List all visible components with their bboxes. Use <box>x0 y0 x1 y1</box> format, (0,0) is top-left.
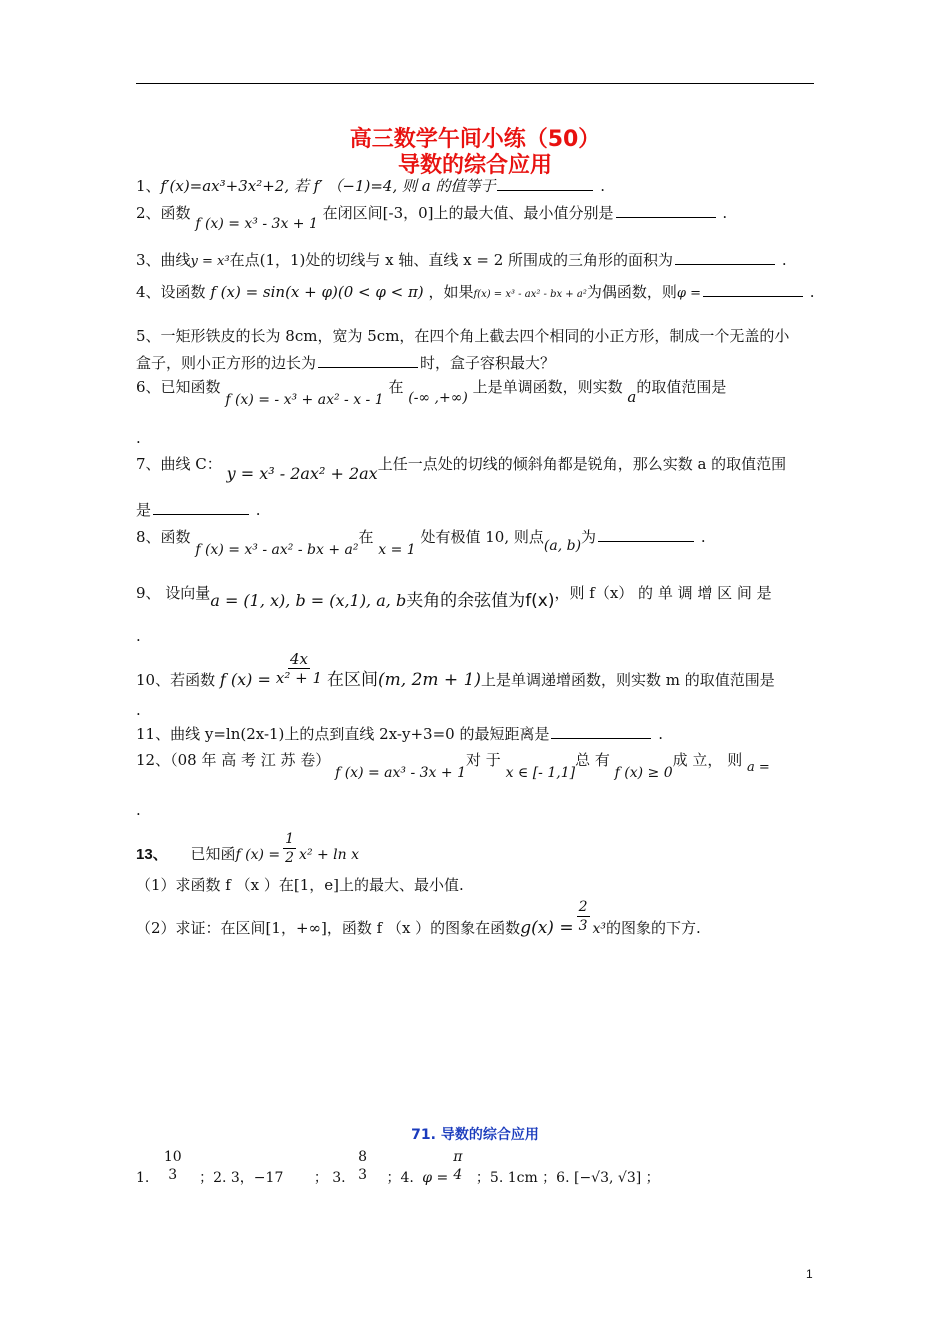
answer-blank[interactable] <box>675 250 775 265</box>
problem-6-end: . <box>136 429 141 447</box>
problem-1: 1、f′(x)=ax³+3x²+2, 若 f′ （−1)=4, 则 a 的值等于 . <box>136 177 606 195</box>
problem-5-line-1: 5、一矩形铁皮的长为 8cm，宽为 5cm，在四个角上截去四个相同的小正方形，制成一个无盖的小 <box>136 327 790 345</box>
answer-blank[interactable] <box>153 500 249 515</box>
problem-9-end: . <box>136 627 141 645</box>
problem-10: 10、若函数 f (x) = $\frac{4x}{\text{x² + 1}}$ 在区间(m, 2m + 1)上是单调递增函数，则实数 m 的取值范围是 <box>136 650 775 690</box>
problem-13-part-1: （1）求函数 f （x ）在[1，e]上的最大、最小值. <box>136 876 464 894</box>
problem-12-end: . <box>136 801 141 819</box>
fraction: $\frac{2}{3}$ <box>578 899 588 934</box>
header-rule <box>136 83 814 84</box>
problem-7: 7、曲线 C： y = x³ - 2ax² + 2ax上任一点处的切线的倾斜角都是锐角，那么实数 a 的取值范围 <box>136 455 787 483</box>
problem-8: 8、函数 f (x) = x³ - ax² - bx + a²在 x = 1 处有极值 10, 则点(a, b)为 . <box>136 528 706 558</box>
problem-12: 12、（08 年 高 考 江 苏 卷） f (x) = ax³ - 3x + 1对 于 x ∈ [- 1,1]总 有 f (x) ≥ 0成 立， 则 a = <box>136 751 770 781</box>
answer-blank[interactable] <box>551 724 651 739</box>
answer-blank[interactable] <box>497 176 593 191</box>
problem-6: 6、已知函数 f (x) = - x³ + ax² - x - 1 在 (-∞ ,+∞) 上是单调函数，则实数 a的取值范围是 <box>136 378 727 408</box>
problem-5-line-2: 盒子，则小正方形的边长为 时，盒子容积最大？ <box>136 354 556 372</box>
fraction: 8 3 <box>358 1149 367 1183</box>
page-subtitle: 导数的综合应用 <box>397 153 552 178</box>
problem-4: 4、设函数 f (x) = sin(x + φ)(0 < φ < π) ，如果f(x) = x³ - ax² - bx + a²为偶函数，则φ = . <box>136 283 815 301</box>
answers-title: 71. 导数的综合应用 <box>411 1127 539 1143</box>
answer-blank[interactable] <box>318 353 418 368</box>
problem-7-line-2: 是 . <box>136 501 261 519</box>
problem-3: 3、曲线y = x³在点(1，1)处的切线与 x 轴、直线 x = 2 所围成的三角形的面积为 . <box>136 251 787 269</box>
fraction: $\frac{1}{2}$ <box>285 831 295 866</box>
fraction: π 4 <box>453 1149 463 1183</box>
page-title: 高三数学午间小练（50） <box>349 127 601 152</box>
answer-blank[interactable] <box>616 203 716 218</box>
problem-10-end: . <box>136 701 141 719</box>
problem-11: 11、曲线 y=ln(2x-1)上的点到直线 2x-y+3=0 的最短距离是 . <box>136 725 664 743</box>
problem-13: 13、 已知函f (x) = $\frac{1}{2}$ x² + ln x <box>136 831 360 866</box>
problem-9: 9、 设向量a = (1, x), b = (x,1), a, b夹角的余弦值为f(x)，则 f（x） 的 单 调 增 区 间 是 <box>136 584 772 611</box>
answers-line: 1. 10 3 ；2. 3，−17 ； 3. 8 3 ；4. φ = π 4 ；5. 1cm ；6. [−√3, √3] ； <box>136 1149 660 1186</box>
fraction: 10 3 <box>163 1149 182 1183</box>
fraction: $\frac{4x}{\text{x² + 1}}$ <box>275 650 323 687</box>
page-number: 1 <box>806 1267 813 1281</box>
problem-2: 2、函数 f (x) = x³ - 3x + 1 在闭区间[-3，0]上的最大值、最小值分别是 . <box>136 204 728 232</box>
answer-blank[interactable] <box>598 527 694 542</box>
answer-blank[interactable] <box>703 282 803 297</box>
problem-13-part-2: （2）求证：在区间[1，+∞]，函数 f （x ）的图象在函数g(x) = $\frac{2}{3}$ x³的图象的下方. <box>136 899 701 938</box>
